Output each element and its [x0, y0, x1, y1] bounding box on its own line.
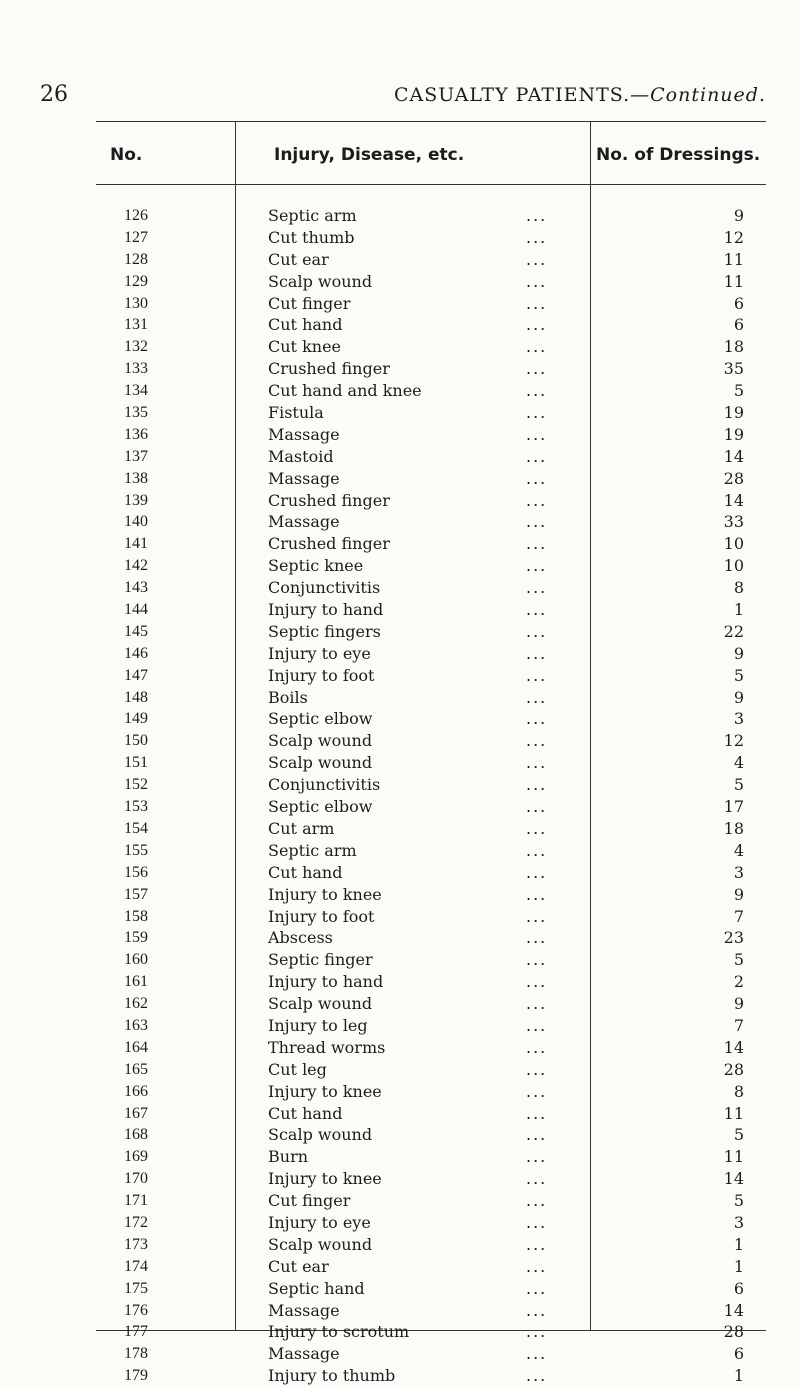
- table-row: [96, 774, 766, 796]
- row-leader-dots: ...: [526, 928, 548, 948]
- row-number: 134: [124, 382, 148, 400]
- row-leader-dots: ...: [526, 643, 548, 663]
- row-leader-dots: ...: [526, 271, 548, 291]
- row-injury: Septic arm: [268, 206, 357, 225]
- row-injury: Scalp wound: [268, 271, 373, 291]
- row-leader-dots: ...: [526, 512, 548, 532]
- row-number: 162: [124, 995, 148, 1013]
- row-injury: Crushed finger: [268, 359, 390, 379]
- row-dressings: 5: [733, 775, 744, 795]
- row-dressings: 1: [733, 1366, 744, 1386]
- table-row: [96, 927, 766, 949]
- row-dressings: 22: [723, 621, 744, 641]
- row-dressings: 35: [723, 359, 744, 379]
- row-leader-dots: ...: [526, 950, 548, 970]
- row-number: 141: [124, 535, 148, 553]
- row-leader-dots: ...: [526, 818, 548, 838]
- row-leader-dots: ...: [526, 403, 548, 423]
- row-number: 128: [124, 250, 148, 268]
- row-number: 160: [124, 951, 148, 969]
- row-leader-dots: ...: [526, 293, 548, 313]
- table-row: [96, 1343, 766, 1365]
- row-leader-dots: ...: [526, 381, 548, 401]
- row-dressings: 4: [733, 840, 744, 860]
- row-dressings: 5: [733, 1191, 744, 1211]
- table-row: [96, 730, 766, 752]
- row-injury: Cut hand: [268, 862, 343, 882]
- row-leader-dots: ...: [526, 621, 548, 641]
- row-dressings: 3: [733, 1212, 744, 1232]
- table-row: [96, 818, 766, 840]
- row-dressings: 18: [723, 337, 744, 357]
- table-row: [96, 1256, 766, 1278]
- row-injury: Injury to eye: [268, 643, 371, 663]
- table-row: [96, 949, 766, 971]
- row-number: 169: [124, 1148, 148, 1166]
- row-leader-dots: ...: [526, 1103, 548, 1123]
- table-row: [96, 1103, 766, 1125]
- row-leader-dots: ...: [526, 1300, 548, 1320]
- row-number: 132: [124, 338, 148, 356]
- row-injury: Scalp wound: [268, 1234, 373, 1254]
- table-row: [96, 1168, 766, 1190]
- row-number: 164: [124, 1038, 148, 1056]
- row-injury: Injury to knee: [268, 1081, 382, 1101]
- row-leader-dots: ...: [526, 665, 548, 685]
- column-header-injury: Injury, Disease, etc.: [274, 145, 465, 165]
- row-leader-dots: ...: [526, 227, 548, 247]
- row-dressings: 11: [723, 1147, 744, 1167]
- row-dressings: 19: [723, 424, 744, 444]
- row-number: 129: [124, 272, 148, 290]
- column-header-no: No.: [110, 145, 143, 165]
- row-dressings: 10: [723, 556, 744, 576]
- row-injury: Thread worms: [268, 1037, 386, 1057]
- row-dressings: 1: [733, 1256, 744, 1276]
- row-leader-dots: ...: [526, 1037, 548, 1057]
- row-dressings: 8: [733, 578, 744, 598]
- row-number: 158: [124, 907, 148, 925]
- table-row: [96, 205, 766, 227]
- row-number: 156: [124, 863, 148, 881]
- row-injury: Septic fingers: [268, 621, 381, 641]
- row-dressings: 19: [723, 403, 744, 423]
- page-number: 26: [40, 82, 68, 107]
- row-injury: Burn: [268, 1147, 309, 1167]
- row-injury: Massage: [268, 424, 340, 444]
- table-row: [96, 1300, 766, 1322]
- table-row: [96, 993, 766, 1015]
- row-number: 149: [124, 710, 148, 728]
- table-row: [96, 599, 766, 621]
- table-row: [96, 1278, 766, 1300]
- row-leader-dots: ...: [526, 1191, 548, 1211]
- row-dressings: 6: [733, 293, 744, 313]
- row-injury: Injury to eye: [268, 1212, 371, 1232]
- row-number: 127: [124, 228, 148, 246]
- row-injury: Crushed finger: [268, 490, 390, 510]
- row-number: 126: [124, 207, 148, 224]
- table-row: [96, 862, 766, 884]
- row-leader-dots: ...: [526, 359, 548, 379]
- row-dressings: 8: [733, 1081, 744, 1101]
- row-leader-dots: ...: [526, 315, 548, 335]
- row-number: 150: [124, 732, 148, 750]
- running-title: [394, 84, 766, 106]
- table-row: [96, 1146, 766, 1168]
- row-leader-dots: ...: [526, 1212, 548, 1232]
- row-dressings: 12: [723, 227, 744, 247]
- row-injury: Injury to foot: [268, 665, 375, 685]
- row-leader-dots: ...: [526, 337, 548, 357]
- row-number: 167: [124, 1104, 148, 1122]
- row-number: 146: [124, 644, 148, 662]
- row-dressings: 14: [723, 1300, 744, 1320]
- row-injury: Septic arm: [268, 840, 357, 860]
- row-dressings: 11: [723, 1103, 744, 1123]
- row-number: 176: [124, 1301, 148, 1319]
- row-leader-dots: ...: [526, 249, 548, 269]
- row-number: 178: [124, 1345, 148, 1363]
- row-injury: Scalp wound: [268, 731, 373, 751]
- table-row: [96, 884, 766, 906]
- row-injury: Septic hand: [268, 1278, 365, 1298]
- row-leader-dots: ...: [526, 994, 548, 1014]
- table-row: [96, 249, 766, 271]
- row-number: 165: [124, 1060, 148, 1078]
- row-dressings: 14: [723, 490, 744, 510]
- row-dressings: 14: [723, 1037, 744, 1057]
- row-number: 159: [124, 929, 148, 947]
- table-row: [96, 665, 766, 687]
- row-leader-dots: ...: [526, 972, 548, 992]
- row-number: 130: [124, 294, 148, 312]
- row-number: 171: [124, 1192, 148, 1210]
- row-injury: Cut leg: [268, 1059, 327, 1079]
- table-row: [96, 1321, 766, 1343]
- row-dressings: 9: [733, 643, 744, 663]
- table-row: [96, 446, 766, 468]
- table-row: [96, 468, 766, 490]
- row-injury: Cut ear: [268, 249, 329, 269]
- row-dressings: 7: [733, 1015, 744, 1035]
- row-leader-dots: ...: [526, 1059, 548, 1079]
- row-leader-dots: ...: [526, 578, 548, 598]
- column-header-dressings: No. of Dressings.: [596, 145, 761, 165]
- table-row: [96, 687, 766, 709]
- row-leader-dots: ...: [526, 1125, 548, 1145]
- table-row: [96, 402, 766, 424]
- row-injury: Abscess: [268, 928, 333, 948]
- row-injury: Massage: [268, 512, 340, 532]
- row-injury: Conjunctivitis: [268, 775, 381, 795]
- row-leader-dots: ...: [526, 1234, 548, 1254]
- table-row: [96, 490, 766, 512]
- row-leader-dots: ...: [526, 1366, 548, 1386]
- row-leader-dots: ...: [526, 534, 548, 554]
- table-row: [96, 1212, 766, 1234]
- row-injury: Mastoid: [268, 446, 334, 466]
- table-row: [96, 271, 766, 293]
- row-dressings: 28: [723, 1059, 744, 1079]
- row-dressings: 14: [723, 1169, 744, 1189]
- row-number: 173: [124, 1235, 148, 1253]
- row-number: 148: [124, 688, 148, 706]
- row-number: 144: [124, 601, 148, 619]
- row-leader-dots: ...: [526, 797, 548, 817]
- table-row: [96, 643, 766, 665]
- row-number: 135: [124, 404, 148, 422]
- row-dressings: 5: [733, 381, 744, 401]
- row-number: 138: [124, 469, 148, 487]
- row-injury: Massage: [268, 1344, 340, 1364]
- row-leader-dots: ...: [526, 468, 548, 488]
- row-injury: Injury to hand: [268, 972, 384, 992]
- table-row: [96, 577, 766, 599]
- table-row: [96, 621, 766, 643]
- running-title-continued: —Continued.: [630, 84, 766, 106]
- row-dressings: 5: [733, 1125, 744, 1145]
- row-leader-dots: ...: [526, 862, 548, 882]
- row-injury: Cut ear: [268, 1256, 329, 1276]
- row-dressings: 28: [723, 1322, 744, 1342]
- row-injury: Massage: [268, 1300, 340, 1320]
- row-number: 152: [124, 776, 148, 794]
- row-injury: Scalp wound: [268, 1125, 373, 1145]
- row-dressings: 23: [723, 928, 744, 948]
- row-dressings: 1: [733, 600, 744, 620]
- row-number: 166: [124, 1082, 148, 1100]
- row-number: 133: [124, 360, 148, 378]
- table-row: [96, 380, 766, 402]
- row-leader-dots: ...: [526, 1081, 548, 1101]
- row-leader-dots: ...: [526, 906, 548, 926]
- row-dressings: 33: [723, 512, 744, 532]
- running-title-text: CASUALTY PATIENTS.: [393, 84, 631, 106]
- row-number: 136: [124, 425, 148, 443]
- table-row: [96, 752, 766, 774]
- row-number: 168: [124, 1126, 148, 1144]
- row-number: 157: [124, 885, 148, 903]
- table-row: [96, 314, 766, 336]
- table-row: [96, 708, 766, 730]
- row-number: 147: [124, 666, 148, 684]
- row-leader-dots: ...: [526, 884, 548, 904]
- row-leader-dots: ...: [526, 556, 548, 576]
- row-leader-dots: ...: [526, 600, 548, 620]
- row-number: 163: [124, 1016, 148, 1034]
- row-dressings: 9: [733, 206, 744, 225]
- row-leader-dots: ...: [526, 731, 548, 751]
- table-body: [96, 205, 766, 1387]
- row-injury: Injury to hand: [268, 600, 384, 620]
- row-leader-dots: ...: [526, 1278, 548, 1298]
- row-injury: Injury to knee: [268, 1169, 382, 1189]
- row-leader-dots: ...: [526, 490, 548, 510]
- row-injury: Cut finger: [268, 1191, 351, 1211]
- row-dressings: 5: [733, 665, 744, 685]
- row-number: 174: [124, 1257, 148, 1275]
- table-row: [96, 1234, 766, 1256]
- row-injury: Cut hand and knee: [268, 381, 422, 401]
- row-dressings: 10: [723, 534, 744, 554]
- row-number: 143: [124, 579, 148, 597]
- row-dressings: 1: [733, 1234, 744, 1254]
- table-row: [96, 555, 766, 577]
- row-leader-dots: ...: [526, 1256, 548, 1276]
- row-leader-dots: ...: [526, 1015, 548, 1035]
- table-row: [96, 1190, 766, 1212]
- row-injury: Cut hand: [268, 315, 343, 335]
- row-injury: Cut hand: [268, 1103, 343, 1123]
- table-row: [96, 1081, 766, 1103]
- row-injury: Massage: [268, 468, 340, 488]
- row-dressings: 12: [723, 731, 744, 751]
- row-number: 140: [124, 513, 148, 531]
- row-dressings: 6: [733, 315, 744, 335]
- row-dressings: 11: [723, 249, 744, 269]
- row-dressings: 9: [733, 994, 744, 1014]
- row-number: 137: [124, 447, 148, 465]
- table-row: [96, 511, 766, 533]
- row-injury: Cut finger: [268, 293, 351, 313]
- row-injury: Cut arm: [268, 818, 335, 838]
- row-dressings: 6: [733, 1344, 744, 1364]
- row-injury: Cut knee: [268, 337, 341, 357]
- row-number: 175: [124, 1279, 148, 1297]
- row-number: 151: [124, 754, 148, 772]
- row-injury: Crushed finger: [268, 534, 390, 554]
- row-injury: Septic elbow: [268, 709, 373, 729]
- row-dressings: 11: [723, 271, 744, 291]
- row-leader-dots: ...: [526, 687, 548, 707]
- table-row: [96, 358, 766, 380]
- row-dressings: 9: [733, 884, 744, 904]
- row-injury: Injury to scrotum: [268, 1322, 410, 1342]
- row-dressings: 6: [733, 1278, 744, 1298]
- row-injury: Septic finger: [268, 950, 373, 970]
- table-row: [96, 1059, 766, 1081]
- row-number: 172: [124, 1213, 148, 1231]
- row-leader-dots: ...: [526, 1147, 548, 1167]
- row-leader-dots: ...: [526, 709, 548, 729]
- row-injury: Fistula: [268, 403, 324, 423]
- row-number: 142: [124, 557, 148, 575]
- row-injury: Scalp wound: [268, 753, 373, 773]
- table-row: [96, 971, 766, 993]
- row-injury: Scalp wound: [268, 994, 373, 1014]
- table-row: [96, 1124, 766, 1146]
- row-leader-dots: ...: [526, 446, 548, 466]
- row-injury: Cut thumb: [268, 227, 355, 247]
- table-row: [96, 424, 766, 446]
- row-dressings: 9: [733, 687, 744, 707]
- row-dressings: 14: [723, 446, 744, 466]
- table-top-rule: [96, 121, 766, 122]
- table-row: [96, 533, 766, 555]
- page-header: [40, 82, 766, 116]
- row-number: 131: [124, 316, 148, 334]
- table-row: [96, 796, 766, 818]
- table-row: [96, 1365, 766, 1387]
- row-injury: Injury to leg: [268, 1015, 368, 1035]
- table-row: [96, 906, 766, 928]
- table-row: [96, 840, 766, 862]
- row-leader-dots: ...: [526, 1169, 548, 1189]
- row-injury: Septic knee: [268, 556, 364, 576]
- row-number: 161: [124, 973, 148, 991]
- row-leader-dots: ...: [526, 775, 548, 795]
- row-dressings: 18: [723, 818, 744, 838]
- row-number: 155: [124, 841, 148, 859]
- table-row: [96, 227, 766, 249]
- row-dressings: 2: [733, 972, 744, 992]
- row-number: 177: [124, 1323, 148, 1341]
- row-number: 179: [124, 1367, 148, 1385]
- row-number: 139: [124, 491, 148, 509]
- row-number: 153: [124, 798, 148, 816]
- row-leader-dots: ...: [526, 206, 548, 225]
- row-leader-dots: ...: [526, 1344, 548, 1364]
- row-dressings: 3: [733, 709, 744, 729]
- table-header-rule: [96, 184, 766, 185]
- table-row: [96, 1037, 766, 1059]
- table-row: [96, 336, 766, 358]
- row-dressings: 5: [733, 950, 744, 970]
- row-number: 145: [124, 622, 148, 640]
- row-injury: Injury to knee: [268, 884, 382, 904]
- row-leader-dots: ...: [526, 424, 548, 444]
- table-row: [96, 293, 766, 315]
- row-dressings: 7: [733, 906, 744, 926]
- row-injury: Injury to foot: [268, 906, 375, 926]
- row-injury: Injury to thumb: [268, 1366, 396, 1386]
- row-dressings: 3: [733, 862, 744, 882]
- row-number: 170: [124, 1170, 148, 1188]
- row-number: 154: [124, 819, 148, 837]
- row-leader-dots: ...: [526, 840, 548, 860]
- row-injury: Conjunctivitis: [268, 578, 381, 598]
- table-row: [96, 1015, 766, 1037]
- row-leader-dots: ...: [526, 1322, 548, 1342]
- row-injury: Septic elbow: [268, 797, 373, 817]
- row-injury: Boils: [268, 687, 308, 707]
- row-dressings: 28: [723, 468, 744, 488]
- row-dressings: 17: [723, 797, 744, 817]
- row-dressings: 4: [733, 753, 744, 773]
- row-leader-dots: ...: [526, 753, 548, 773]
